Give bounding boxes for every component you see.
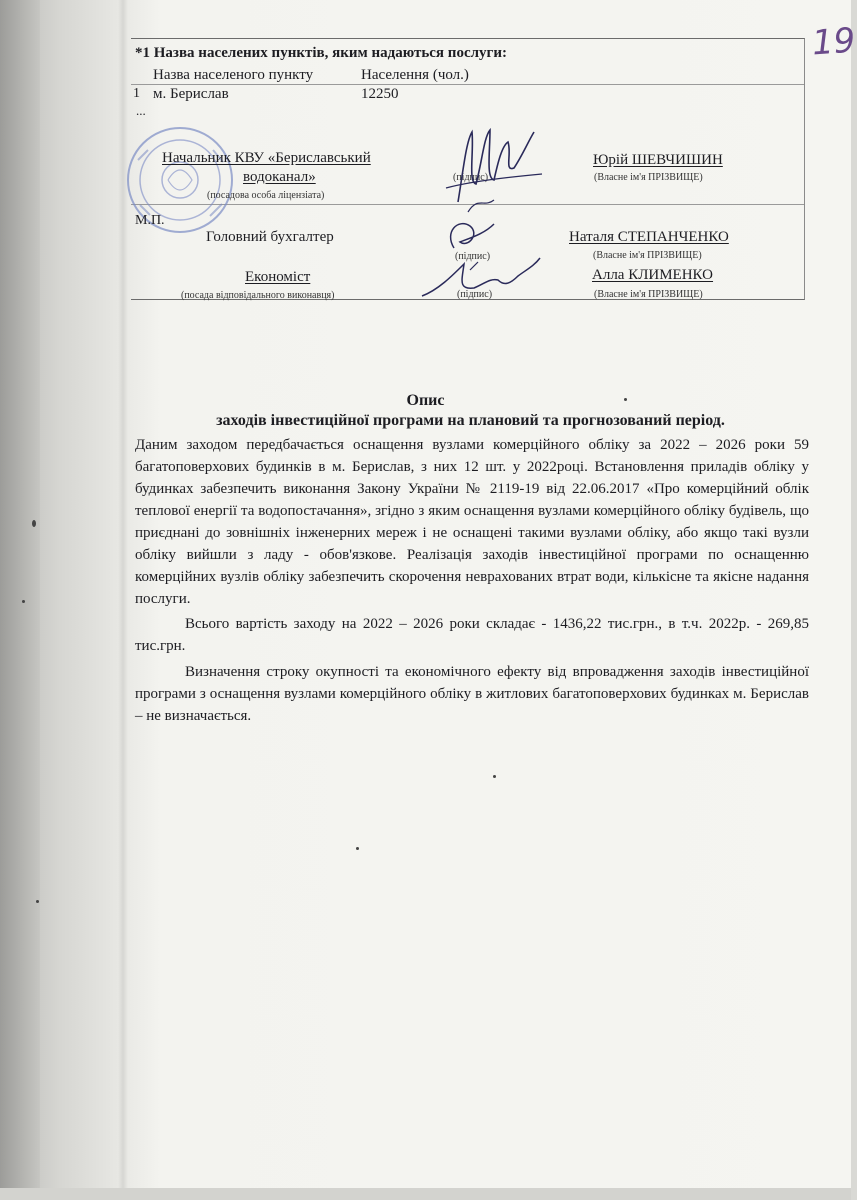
accountant-sign-caption: (підпис) bbox=[455, 251, 491, 262]
table-ellipsis: ... bbox=[136, 103, 146, 118]
scan-speck bbox=[22, 600, 25, 603]
head-sign-caption: (підпис) bbox=[453, 172, 489, 183]
scan-speck bbox=[493, 775, 496, 778]
head-name: Юрій ШЕВЧИШИН bbox=[593, 152, 723, 168]
accountant-name: Наталя СТЕПАНЧЕНКО bbox=[569, 229, 729, 245]
settlement-name: м. Берислав bbox=[153, 86, 229, 102]
economist-position: Економіст bbox=[245, 269, 311, 285]
settlements-title: *1 Назва населених пунктів, яким надаються послуги: bbox=[135, 45, 507, 61]
description-paragraph: Даним заходом передбачається оснащення вузлами комерційного обліку за 2022 – 2026 роки 59 багатоповерхових будинків в м. Берислав, з них 12 шт. у 2022році. Встановлення приладів обліку у будинках забезпечить виконання Закону України № 2119-19 від 22.06.2017 «Про комерційний облік теплової енергії та водопостачання», згідно з яким оснащення вузлами комерційного обліку будівель, що приєднані до зовнішніх інженерних мереж і не оснащені такими вузлами обліку, або якщо такі вузли обліку вийшли з ладу - обов'язкове. Реалізація заходів інвестиційної програми по оснащенню комерційних вузлів обліку забезпечить скорочення неврахованих втрат води, кількісне та якісне надання послуги. bbox=[135, 437, 809, 607]
head-position: Начальник КВУ «Бериславський bbox=[162, 150, 371, 166]
economist-signature bbox=[418, 250, 558, 302]
cost-paragraph: Всього вартість заходу на 2022 – 2026 роки складає - 1436,22 тис.грн., в т.ч. 2022р. - 269,85 тис.грн. bbox=[135, 616, 809, 654]
column-header-population: Населення (чол.) bbox=[361, 67, 469, 83]
description-title: Опис bbox=[406, 392, 445, 409]
accountant-name-caption: (Власне ім'я ПРІЗВИЩЕ) bbox=[593, 250, 702, 261]
scan-bottom-edge bbox=[0, 1188, 851, 1200]
row-number: 1 bbox=[133, 86, 140, 101]
stamp-place-label: М.П. bbox=[135, 213, 165, 228]
economist-sign-caption: (підпис) bbox=[457, 289, 493, 300]
head-position-line2: водоканал» bbox=[243, 169, 316, 185]
settlement-population: 12250 bbox=[361, 86, 399, 102]
scan-speck bbox=[36, 900, 39, 903]
table-divider bbox=[131, 84, 804, 85]
head-name-caption: (Власне ім'я ПРІЗВИЩЕ) bbox=[594, 172, 703, 183]
column-header-settlement: Назва населеного пункту bbox=[153, 67, 314, 83]
payback-paragraph: Визначення строку окупності та економічного ефекту від впровадження заходів інвестиційної програми з оснащення вузлами комерційного обліку в житлових багатоповерхових будинках м. Берислав – не визначається. bbox=[135, 664, 809, 724]
description-subtitle: заходів інвестиційної програми на плановий та прогнозований період. bbox=[216, 412, 725, 429]
scan-speck bbox=[356, 847, 359, 850]
handwritten-page-number: 19 bbox=[810, 20, 857, 64]
scan-speck bbox=[32, 520, 36, 527]
scan-speck bbox=[624, 398, 627, 401]
accountant-position: Головний бухгалтер bbox=[206, 229, 334, 245]
head-signature bbox=[438, 112, 548, 222]
economist-name: Алла КЛИМЕНКО bbox=[592, 267, 714, 283]
economist-position-caption: (посада відповідального виконавця) bbox=[181, 290, 335, 301]
head-position-caption: (посадова особа ліцензіата) bbox=[207, 190, 325, 201]
economist-name-caption: (Власне ім'я ПРІЗВИЩЕ) bbox=[594, 289, 703, 300]
scan-edge-shadow bbox=[0, 0, 40, 1200]
